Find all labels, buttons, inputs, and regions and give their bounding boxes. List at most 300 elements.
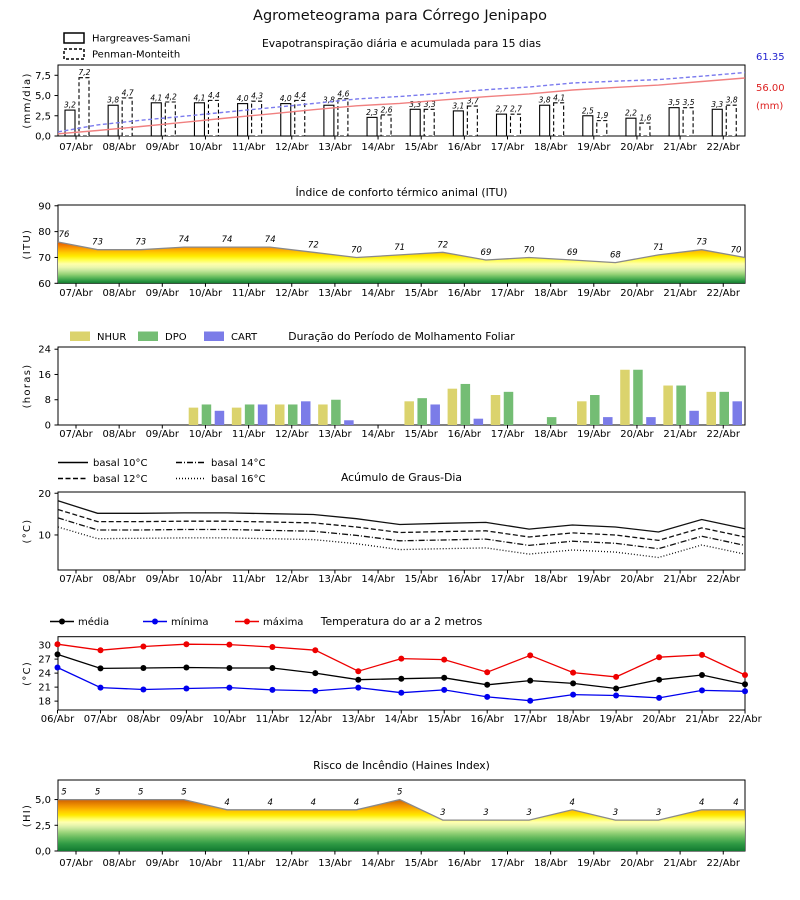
series-maxima-marker	[183, 641, 189, 647]
legend-swatch-solid	[64, 33, 84, 43]
x-tick-label: 17/Abr	[513, 714, 547, 725]
bar-penman	[295, 100, 305, 136]
y-tick-label: 0,0	[35, 846, 51, 858]
bar-penman	[165, 102, 175, 136]
x-tick-label: 13/Abr	[318, 288, 352, 299]
value-label: 70	[351, 245, 362, 256]
legend-label: DPO	[165, 332, 187, 343]
value-label: 69	[566, 248, 578, 259]
subplot-title: Índice de conforto térmico animal (ITU)	[295, 186, 508, 199]
y-tick-label: 24	[38, 668, 51, 680]
series-minima-marker	[441, 687, 447, 693]
y-tick-label: 0	[44, 420, 51, 432]
bar-hargreaves	[281, 104, 291, 136]
series-media-marker	[312, 670, 318, 676]
series-maxima-marker	[98, 647, 104, 653]
series-minima-marker	[183, 686, 189, 692]
x-tick-label: 13/Abr	[318, 429, 352, 440]
x-tick-label: 07/Abr	[59, 429, 93, 440]
value-label: 4	[353, 797, 360, 808]
y-tick-label: 70	[38, 252, 51, 264]
x-tick-label: 17/Abr	[490, 574, 525, 585]
x-tick-label: 16/Abr	[447, 429, 482, 440]
value-label: 4	[267, 797, 273, 808]
legend-evapotranspiration	[64, 33, 190, 61]
legend-degree-days	[58, 458, 265, 485]
value-label: 3	[612, 808, 619, 819]
x-tick-label: 07/Abr	[59, 858, 93, 869]
bar-dpo	[590, 395, 600, 425]
x-tick-label: 09/Abr	[145, 574, 180, 585]
x-tick-label: 16/Abr	[447, 142, 482, 153]
y-tick-label: 18	[38, 696, 51, 708]
series-maxima-marker	[269, 644, 275, 650]
bar-hargreaves	[453, 111, 463, 136]
bar-hargreaves	[108, 105, 118, 136]
subplot-degree-days	[22, 458, 745, 585]
bar-cart	[689, 411, 699, 425]
value-label: 5	[94, 787, 101, 798]
series-minima-marker	[98, 685, 104, 691]
x-tick-label: 16/Abr	[447, 574, 482, 585]
bar-penman	[122, 98, 132, 136]
x-tick-label: 12/Abr	[275, 574, 309, 585]
x-tick-label: 12/Abr	[275, 142, 309, 153]
bar-value-label: 4,1	[150, 93, 163, 103]
bar-nhur	[404, 401, 414, 425]
value-label: 4	[310, 797, 317, 808]
series-maxima-marker	[570, 670, 576, 676]
series-media-marker	[140, 665, 146, 671]
subplot-title: Duração do Período de Molhamento Foliar	[288, 330, 515, 343]
value-label: 73	[696, 237, 708, 248]
x-tick-label: 19/Abr	[577, 142, 611, 153]
series-maxima-marker	[398, 656, 404, 662]
bar-value-label: 4,6	[337, 89, 350, 99]
x-tick-label: 18/Abr	[533, 142, 568, 153]
value-label: 71	[394, 242, 406, 253]
series-media-marker	[742, 681, 748, 687]
y-axis-label: (mm/dia)	[22, 72, 33, 129]
series-basal-14-c	[58, 518, 745, 549]
y-tick-label: 7,5	[35, 70, 51, 82]
y-tick-label: 90	[38, 201, 51, 213]
x-tick-label: 19/Abr	[577, 429, 611, 440]
x-tick-label: 10/Abr	[188, 858, 223, 869]
x-tick-label: 18/Abr	[533, 288, 568, 299]
series-minima-marker	[613, 693, 619, 699]
series-minima-marker	[742, 688, 748, 694]
legend-label: NHUR	[97, 332, 127, 343]
x-tick-label: 12/Abr	[298, 714, 333, 725]
bar-value-label: 3,5	[682, 98, 695, 108]
bar-cart	[215, 411, 225, 425]
x-tick-label: 15/Abr	[427, 714, 461, 725]
bar-value-label: 4,3	[251, 91, 264, 101]
bar-value-label: 3,8	[322, 95, 335, 105]
x-tick-label: 07/Abr	[83, 714, 118, 725]
value-label: 72	[437, 240, 449, 251]
bar-cart	[733, 401, 743, 425]
series-maxima-marker	[140, 644, 146, 650]
y-tick-label: 5,0	[35, 91, 51, 103]
y-tick-label: 27	[38, 654, 51, 666]
legend-label: mínima	[171, 617, 209, 628]
value-label: 69	[480, 248, 492, 259]
x-tick-label: 17/Abr	[490, 429, 525, 440]
x-tick-label: 10/Abr	[188, 429, 223, 440]
value-label: 3	[526, 808, 532, 819]
y-tick-label: 20	[38, 488, 51, 500]
bar-value-label: 3,2	[64, 100, 76, 110]
x-tick-label: 21/Abr	[663, 288, 697, 299]
subplot-leaf-wetness	[22, 330, 745, 440]
value-label: 73	[135, 237, 147, 248]
bar-value-label: 2,7	[495, 104, 508, 114]
x-tick-label: 20/Abr	[620, 429, 654, 440]
bar-penman	[640, 123, 650, 136]
bar-hargreaves	[712, 109, 722, 136]
y-axis-label: (°C)	[22, 518, 33, 544]
bar-dpo	[202, 404, 212, 425]
x-tick-label: 17/Abr	[490, 142, 525, 153]
x-tick-label: 20/Abr	[642, 714, 676, 725]
bar-nhur	[232, 408, 242, 425]
x-tick-label: 14/Abr	[361, 288, 395, 299]
value-label: 4	[698, 797, 705, 808]
x-tick-label: 14/Abr	[361, 858, 395, 869]
value-label: 71	[653, 242, 664, 253]
series-maxima-marker	[226, 642, 232, 648]
bar-cart	[474, 419, 484, 425]
series-maxima-marker	[55, 641, 61, 647]
series-media-marker	[269, 665, 275, 671]
subplot-itu	[22, 186, 745, 299]
legend-swatch-cart	[204, 332, 224, 342]
value-label: 4	[224, 797, 230, 808]
x-tick-label: 14/Abr	[384, 714, 418, 725]
x-tick-label: 18/Abr	[556, 714, 590, 725]
x-tick-label: 22/Abr	[706, 288, 740, 299]
legend-marker	[59, 619, 65, 625]
x-tick-label: 12/Abr	[275, 288, 309, 299]
legend-label: máxima	[263, 617, 304, 628]
subplot-title: Risco de Incêndio (Haines Index)	[313, 759, 490, 772]
value-label: 5	[61, 787, 67, 798]
bar-dpo	[676, 386, 686, 425]
x-tick-label: 16/Abr	[447, 858, 482, 869]
legend-swatch-dashed	[64, 49, 84, 59]
x-tick-label: 10/Abr	[212, 714, 247, 725]
x-tick-label: 08/Abr	[102, 288, 136, 299]
x-tick-label: 18/Abr	[533, 574, 568, 585]
bar-nhur	[577, 401, 587, 425]
bar-nhur	[707, 392, 717, 425]
x-tick-label: 08/Abr	[102, 574, 136, 585]
x-tick-label: 15/Abr	[404, 574, 438, 585]
bar-nhur	[189, 408, 199, 425]
y-axis-label: (HI)	[22, 803, 33, 828]
series-minima-marker	[570, 692, 576, 698]
bar-value-label: 4,0	[279, 94, 292, 104]
bar-dpo	[331, 400, 341, 425]
value-label: 4	[733, 797, 739, 808]
series-media-marker	[55, 651, 61, 657]
series-maxima-marker	[699, 652, 705, 658]
bar-dpo	[245, 404, 255, 425]
x-tick-label: 12/Abr	[275, 858, 309, 869]
legend-label: basal 12°C	[93, 474, 148, 485]
bar-value-label: 4,1	[553, 93, 566, 103]
x-tick-label: 20/Abr	[620, 574, 654, 585]
y-tick-label: 5,0	[35, 795, 51, 807]
series-maxima-marker	[484, 669, 490, 675]
bar-penman	[381, 115, 391, 136]
y-tick-label: 60	[38, 278, 51, 290]
accumulated-total-hargreaves: 56.00	[756, 83, 785, 94]
bar-nhur	[318, 404, 328, 425]
x-tick-label: 08/Abr	[102, 858, 136, 869]
bar-value-label: 2,3	[366, 107, 379, 117]
bar-penman	[511, 114, 521, 136]
bar-value-label: 3,5	[668, 98, 681, 108]
bar-dpo	[547, 417, 557, 425]
bar-penman	[554, 103, 564, 136]
bar-value-label: 4,7	[121, 88, 134, 98]
bar-value-label: 4,4	[207, 90, 220, 100]
x-tick-label: 11/Abr	[231, 574, 266, 585]
x-tick-label: 13/Abr	[318, 858, 352, 869]
subplot-title: Temperatura do ar a 2 metros	[320, 615, 483, 628]
bar-cart	[258, 404, 268, 425]
bar-value-label: 4,2	[164, 92, 177, 102]
series-media-marker	[98, 665, 104, 671]
bar-penman	[726, 105, 736, 136]
y-tick-label: 0,0	[35, 131, 51, 143]
y-tick-label: 8	[44, 395, 51, 407]
figure-title: Agrometeograma para Córrego Jenipapo	[253, 8, 547, 24]
x-tick-label: 22/Abr	[706, 142, 740, 153]
bar-value-label: 3,3	[409, 99, 422, 109]
x-tick-label: 15/Abr	[404, 858, 438, 869]
value-label: 5	[181, 787, 187, 798]
series-media-marker	[441, 675, 447, 681]
bar-hargreaves	[669, 108, 679, 136]
bar-penman	[683, 108, 693, 136]
bar-penman	[424, 109, 434, 136]
legend-label: Hargreaves-Samani	[92, 33, 191, 45]
value-label: 74	[264, 235, 276, 246]
x-tick-label: 11/Abr	[231, 429, 266, 440]
x-tick-label: 15/Abr	[404, 288, 438, 299]
bar-value-label: 3,1	[452, 101, 465, 111]
series-maxima-marker	[742, 672, 748, 678]
bar-penman	[208, 100, 218, 136]
series-media-marker	[656, 677, 662, 683]
x-tick-label: 08/Abr	[102, 142, 136, 153]
x-tick-label: 07/Abr	[59, 288, 93, 299]
x-tick-label: 06/Abr	[40, 714, 75, 725]
series-maxima-marker	[613, 674, 619, 680]
series-maxima-marker	[441, 657, 447, 663]
series-minima-marker	[484, 694, 490, 700]
value-label: 72	[307, 240, 319, 251]
series-minima-line	[58, 668, 746, 701]
legend-marker	[244, 619, 250, 625]
value-label: 4	[569, 797, 575, 808]
legend-label: basal 16°C	[211, 474, 266, 485]
bar-hargreaves	[238, 104, 248, 136]
series-basal-16-c	[58, 527, 745, 558]
series-minima-marker	[226, 685, 232, 691]
bar-value-label: 1,6	[639, 113, 652, 123]
x-tick-label: 19/Abr	[599, 714, 633, 725]
x-tick-label: 17/Abr	[490, 288, 525, 299]
bar-value-label: 4,4	[294, 90, 307, 100]
bar-penman	[252, 101, 262, 136]
x-tick-label: 17/Abr	[490, 858, 525, 869]
y-axis-label: (ITU)	[22, 228, 33, 260]
legend-temperature	[50, 616, 303, 628]
series-minima-marker	[140, 687, 146, 693]
x-tick-label: 12/Abr	[275, 429, 309, 440]
series-media-marker	[484, 682, 490, 688]
x-tick-label: 18/Abr	[533, 429, 568, 440]
bar-cart	[430, 404, 440, 425]
x-tick-label: 20/Abr	[620, 142, 654, 153]
legend-label: basal 10°C	[93, 458, 148, 469]
bar-cart	[646, 417, 656, 425]
x-tick-label: 19/Abr	[577, 288, 611, 299]
y-tick-label: 2,5	[35, 820, 51, 832]
series-minima-marker	[398, 690, 404, 696]
series-media-marker	[527, 678, 533, 684]
legend-label: Penman-Monteith	[92, 49, 181, 61]
x-tick-label: 21/Abr	[663, 429, 697, 440]
x-tick-label: 11/Abr	[231, 858, 266, 869]
bar-hargreaves	[324, 105, 334, 136]
value-label: 74	[221, 235, 233, 246]
plot-frame	[58, 492, 745, 570]
value-label: 76	[58, 229, 70, 240]
x-tick-label: 11/Abr	[231, 288, 266, 299]
series-media-marker	[570, 680, 576, 686]
area-fill	[58, 797, 745, 851]
x-tick-label: 08/Abr	[126, 714, 161, 725]
bar-dpo	[461, 384, 471, 425]
x-tick-label: 16/Abr	[447, 288, 482, 299]
series-media-marker	[226, 665, 232, 671]
series-minima-marker	[355, 685, 361, 691]
bar-value-label: 2,7	[510, 104, 522, 114]
x-tick-label: 10/Abr	[188, 574, 223, 585]
x-tick-label: 13/Abr	[318, 142, 352, 153]
bar-nhur	[275, 404, 285, 425]
bar-nhur	[663, 386, 673, 425]
x-tick-label: 16/Abr	[470, 714, 504, 725]
value-label: 73	[92, 237, 104, 248]
x-tick-label: 22/Abr	[706, 858, 740, 869]
bar-penman	[467, 106, 477, 136]
subplot-fire-risk	[22, 759, 745, 869]
y-axis-label: (horas)	[22, 363, 33, 409]
plot-frame	[58, 637, 745, 710]
bar-nhur	[620, 370, 630, 425]
bar-penman	[597, 121, 607, 136]
y-tick-label: 30	[38, 640, 51, 652]
x-tick-label: 09/Abr	[145, 288, 180, 299]
legend-marker	[152, 619, 158, 625]
bar-value-label: 1,9	[596, 111, 609, 121]
x-tick-label: 22/Abr	[706, 429, 740, 440]
x-tick-label: 09/Abr	[145, 858, 180, 869]
bar-nhur	[491, 395, 501, 425]
legend-label: basal 14°C	[211, 458, 266, 469]
x-tick-label: 11/Abr	[231, 142, 266, 153]
series-minima-marker	[55, 665, 61, 671]
x-tick-label: 11/Abr	[255, 714, 290, 725]
bar-value-label: 4,0	[236, 94, 249, 104]
bar-value-label: 3,8	[107, 95, 120, 105]
bar-penman	[338, 99, 348, 136]
x-tick-label: 07/Abr	[59, 574, 93, 585]
subplot-evapotranspiration	[22, 33, 785, 153]
value-label: 3	[440, 808, 446, 819]
bar-value-label: 3,3	[711, 99, 724, 109]
bar-cart	[603, 417, 613, 425]
accumulated-total-penman: 61.35	[756, 52, 785, 63]
x-tick-label: 21/Abr	[663, 142, 697, 153]
series-minima-marker	[699, 687, 705, 693]
series-minima-marker	[269, 687, 275, 693]
series-media-marker	[613, 686, 619, 692]
bar-hargreaves	[583, 116, 593, 136]
bar-value-label: 4,1	[193, 93, 206, 103]
bar-dpo	[504, 392, 514, 425]
x-tick-label: 13/Abr	[341, 714, 375, 725]
y-tick-label: 10	[38, 530, 51, 542]
legend-label: CART	[231, 332, 258, 343]
x-tick-label: 14/Abr	[361, 142, 395, 153]
value-label: 68	[609, 250, 621, 261]
right-axis-unit: (mm)	[756, 101, 784, 112]
x-tick-label: 21/Abr	[685, 714, 719, 725]
value-label: 3	[483, 808, 489, 819]
x-tick-label: 19/Abr	[577, 858, 611, 869]
value-label: 70	[730, 245, 742, 256]
subplot-title: Acúmulo de Graus-Dia	[340, 471, 463, 484]
x-tick-label: 20/Abr	[620, 858, 654, 869]
series-media-marker	[355, 677, 361, 683]
x-tick-label: 22/Abr	[706, 574, 740, 585]
series-media-marker	[699, 672, 705, 678]
legend-leaf-wetness	[70, 332, 258, 344]
series-maxima-marker	[527, 652, 533, 658]
value-label: 74	[178, 235, 190, 246]
x-tick-label: 09/Abr	[145, 142, 180, 153]
value-label: 5	[138, 787, 144, 798]
x-tick-label: 18/Abr	[533, 858, 568, 869]
x-tick-label: 21/Abr	[663, 574, 697, 585]
x-tick-label: 22/Abr	[728, 714, 762, 725]
series-media-marker	[398, 676, 404, 682]
subplot-title: Evapotranspiração diária e acumulada para 15 dias	[261, 37, 542, 50]
x-tick-label: 09/Abr	[145, 429, 180, 440]
bar-dpo	[288, 404, 298, 425]
subplot-temperature	[22, 615, 763, 725]
bar-hargreaves	[194, 103, 204, 136]
bar-hargreaves	[540, 105, 550, 136]
